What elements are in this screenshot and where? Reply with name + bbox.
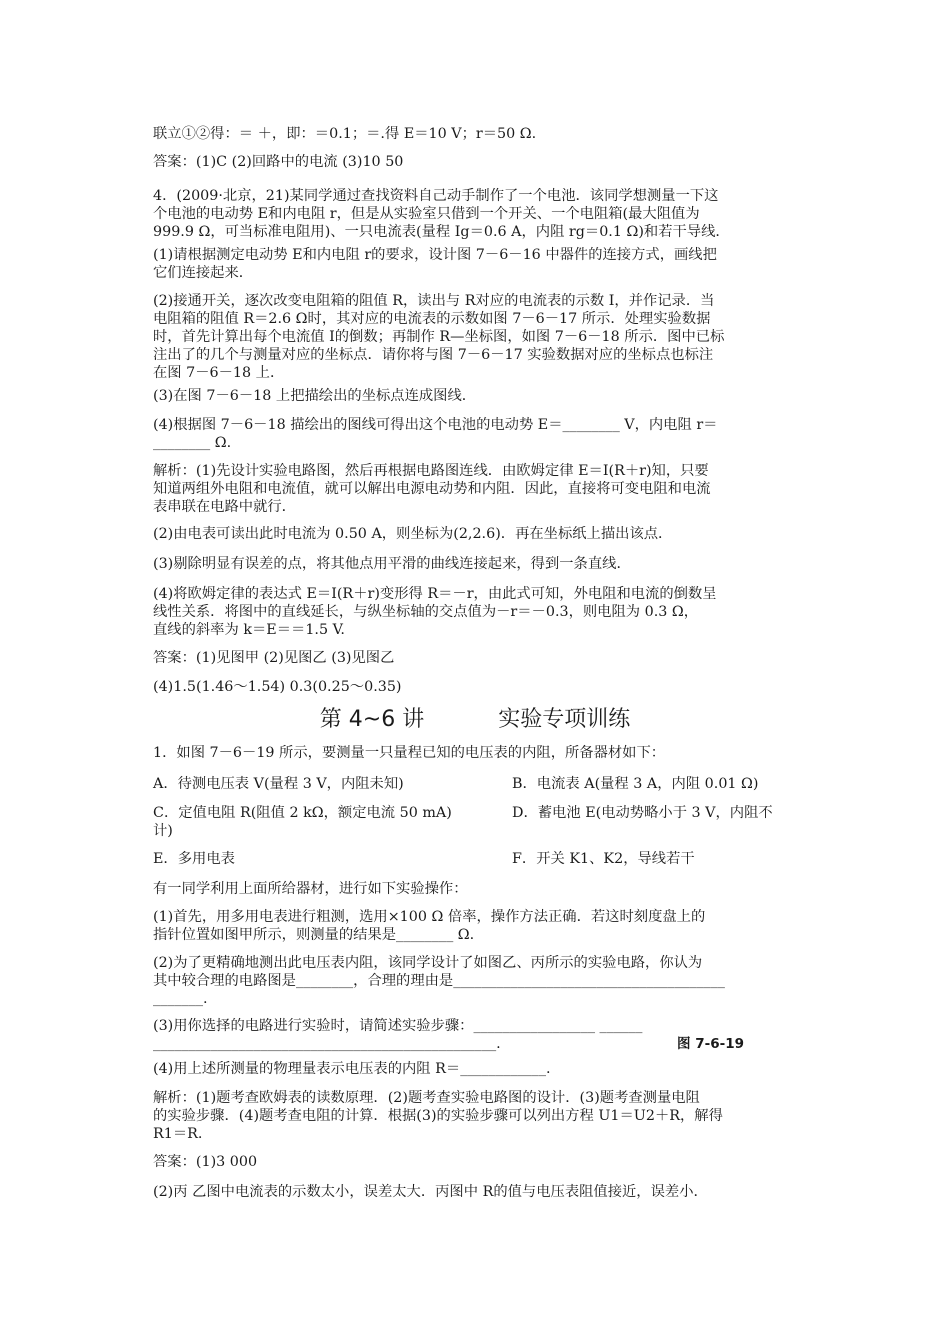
option-e: E．多用电表 [153, 851, 235, 867]
text-line: (4)将欧姆定律的表达式 E＝I(R＋r)变形得 R＝－r，由此式可知，外电阻和电流的倒数呈 [153, 586, 717, 602]
section-heading [0, 707, 950, 733]
analysis-4-2 [153, 525, 808, 543]
text-line: 表串联在电路中就行． [153, 499, 296, 515]
text-line: _______. [153, 991, 208, 1007]
answer-1-part-2 [153, 1183, 808, 1201]
text-line: (3)在图 7－6－18 上把描绘出的坐标点连成图线． [153, 388, 477, 404]
option-a: A．待测电压表 V(量程 3 V，内阻未知) [153, 776, 404, 792]
heading-title: 实验专项训练 [498, 707, 631, 732]
text-line: (3)剔除明显有误差的点，将其他点用平滑的曲线连接起来，得到一条直线． [153, 556, 631, 572]
text-line: 1．如图 7－6－19 所示，要测量一只量程已知的电压表的内阻，所备器材如下： [153, 745, 666, 761]
heading-lecture: 第 4~6 讲 [319, 707, 425, 732]
option-c: C．定值电阻 R(阻值 2 kΩ，额定电流 50 mA) [153, 805, 452, 821]
q4-part-3 [153, 387, 808, 405]
analysis-4-4 [153, 585, 808, 639]
text-line: (2)为了更精确地测出此电压表内阻，该同学设计了如图乙、丙所示的实验电路，你认为 [153, 955, 703, 971]
text-line: 电阻箱的阻值 R＝2.6 Ω时，其对应的电流表的示数如图 7－6－17 所示．处理实验数据 [153, 311, 711, 327]
option-f: F．开关 K1、K2，导线若干 [512, 851, 695, 867]
analysis-4-3 [153, 555, 808, 573]
text-line: 答案：(1)C (2)回路中的电流 (3)10 50 [153, 154, 404, 170]
answer-4-part-4 [153, 678, 808, 696]
text-line: 答案：(1)见图甲 (2)见图乙 (3)见图乙 [153, 650, 395, 666]
text-line: 时，首先计算出每个电流值 I的倒数；再制作 R—坐标图，如图 7－6－18 所示．图中已标 [153, 329, 725, 345]
q4-part-1 [153, 246, 808, 282]
text-line: R1＝R. [153, 1126, 203, 1142]
question-1 [153, 744, 808, 762]
text-line: 注出了的几个与测量对应的坐标点．请你将与图 7－6－17 实验数据对应的坐标点也标注 [153, 347, 714, 363]
text-line: 知道两组外电阻和电流值，就可以解出电源电动势和内阻．因此，直接将可变电阻和电流 [153, 481, 711, 497]
text-line: (2)由电表可读出此时电流为 0.50 A，则坐标为(2,2.6)．再在坐标纸上描出该点． [153, 526, 673, 542]
text-line: 999.9 Ω，可当标准电阻用)、一只电流表(量程 Ig＝0.6 A，内阻 rg＝0.1 Ω)和若干导线． [153, 224, 730, 240]
option-d-cont: 计) [153, 823, 173, 839]
text-line: (2)丙 乙图中电流表的示数太小，误差太大．丙图中 R的值与电压表阻值接近，误差小． [153, 1184, 708, 1200]
text-line: 答案：(1)3 000 [153, 1154, 258, 1170]
text-line: 在图 7－6－18 上． [153, 365, 285, 381]
operation-intro [153, 880, 808, 898]
text-line: 它们连接起来． [153, 265, 254, 281]
option-d: D．蓄电池 E(电动势略小于 3 V，内阻不 [512, 805, 773, 821]
text-line: (2)接通开关，逐次改变电阻箱的阻值 R，读出与 R对应的电流表的示数 I，并作记录．当 [153, 293, 715, 309]
text-line: 个电池的电动势 E和内电阻 r，但是从实验室只借到一个开关、一个电阻箱(最大阻值为 [153, 206, 700, 222]
q1-part-2 [153, 954, 808, 1008]
text-line: 解析：(1)先设计实验电路图，然后再根据电路图连线．由欧姆定律 E＝I(R＋r)知，只要 [153, 463, 709, 479]
text-line: (3)用你选择的电路进行实验时，请简述实验步骤：_________________ ______ [153, 1018, 643, 1034]
analysis-1 [153, 1089, 808, 1143]
text-line: 有一同学利用上面所给器材，进行如下实验操作： [153, 881, 468, 897]
text-line: (4)1.5(1.46～1.54) 0.3(0.25～0.35) [153, 679, 402, 695]
text-line: 直线的斜率为 k＝E＝＝1.5 V. [153, 622, 345, 638]
answer-1 [153, 153, 808, 171]
text-line: (4)根据图 7－6－18 描绘出的图线可得出这个电池的电动势 E＝________ V，内电阻 r＝ [153, 417, 718, 433]
text-line: (1)请根据测定电动势 E和内电阻 r的要求，设计图 7－6－16 中器件的连接方式，画线把 [153, 247, 717, 263]
q1-part-1 [153, 908, 808, 944]
q1-part-4 [153, 1060, 808, 1078]
text-line: 其中较合理的电路图是________，合理的理由是______________________________________ [153, 973, 725, 989]
text-line: 解析：(1)题考查欧姆表的读数原理．(2)题考查实验电路图的设计．(3)题考查测量电阻 [153, 1090, 700, 1106]
q4-part-4 [153, 416, 808, 452]
text-line: (4)用上述所测量的物理量表示电压表的内阻 R＝____________. [153, 1061, 551, 1077]
text-line: 联立①②得：＝ ＋，即：＝0.1；＝.得 E＝10 V；r＝50 Ω. [153, 126, 537, 142]
text-line: 的实验步骤．(4)题考查电阻的计算．根据(3)的实验步骤可以列出方程 U1＝U2＋R，解得 [153, 1108, 723, 1124]
answer-4 [153, 649, 808, 667]
text-line: ________________________________________________. [153, 1036, 501, 1052]
question-4 [153, 187, 808, 241]
analysis-4 [153, 462, 808, 516]
text-line: (1)首先，用多用电表进行粗测，选用×100 Ω 倍率，操作方法正确．若这时刻度盘上的 [153, 909, 706, 925]
text-line: ________ Ω. [153, 435, 232, 451]
option-b: B．电流表 A(量程 3 A，内阻 0.01 Ω) [512, 776, 759, 792]
q4-part-2 [153, 292, 808, 382]
text-line: 线性关系．将图中的直线延长，与纵坐标轴的交点值为－r＝－0.3，则电阻为 0.3 Ω， [153, 604, 699, 620]
figure-label: 图 7-6-19 [677, 1036, 744, 1052]
text-line: 4．(2009·北京，21)某同学通过查找资料自己动手制作了一个电池．该同学想测量一下这 [153, 188, 719, 204]
text-line: 指针位置如图甲所示，则测量的结果是________ Ω. [153, 927, 475, 943]
para-1 [153, 125, 808, 143]
answer-1-part-1 [153, 1153, 808, 1171]
